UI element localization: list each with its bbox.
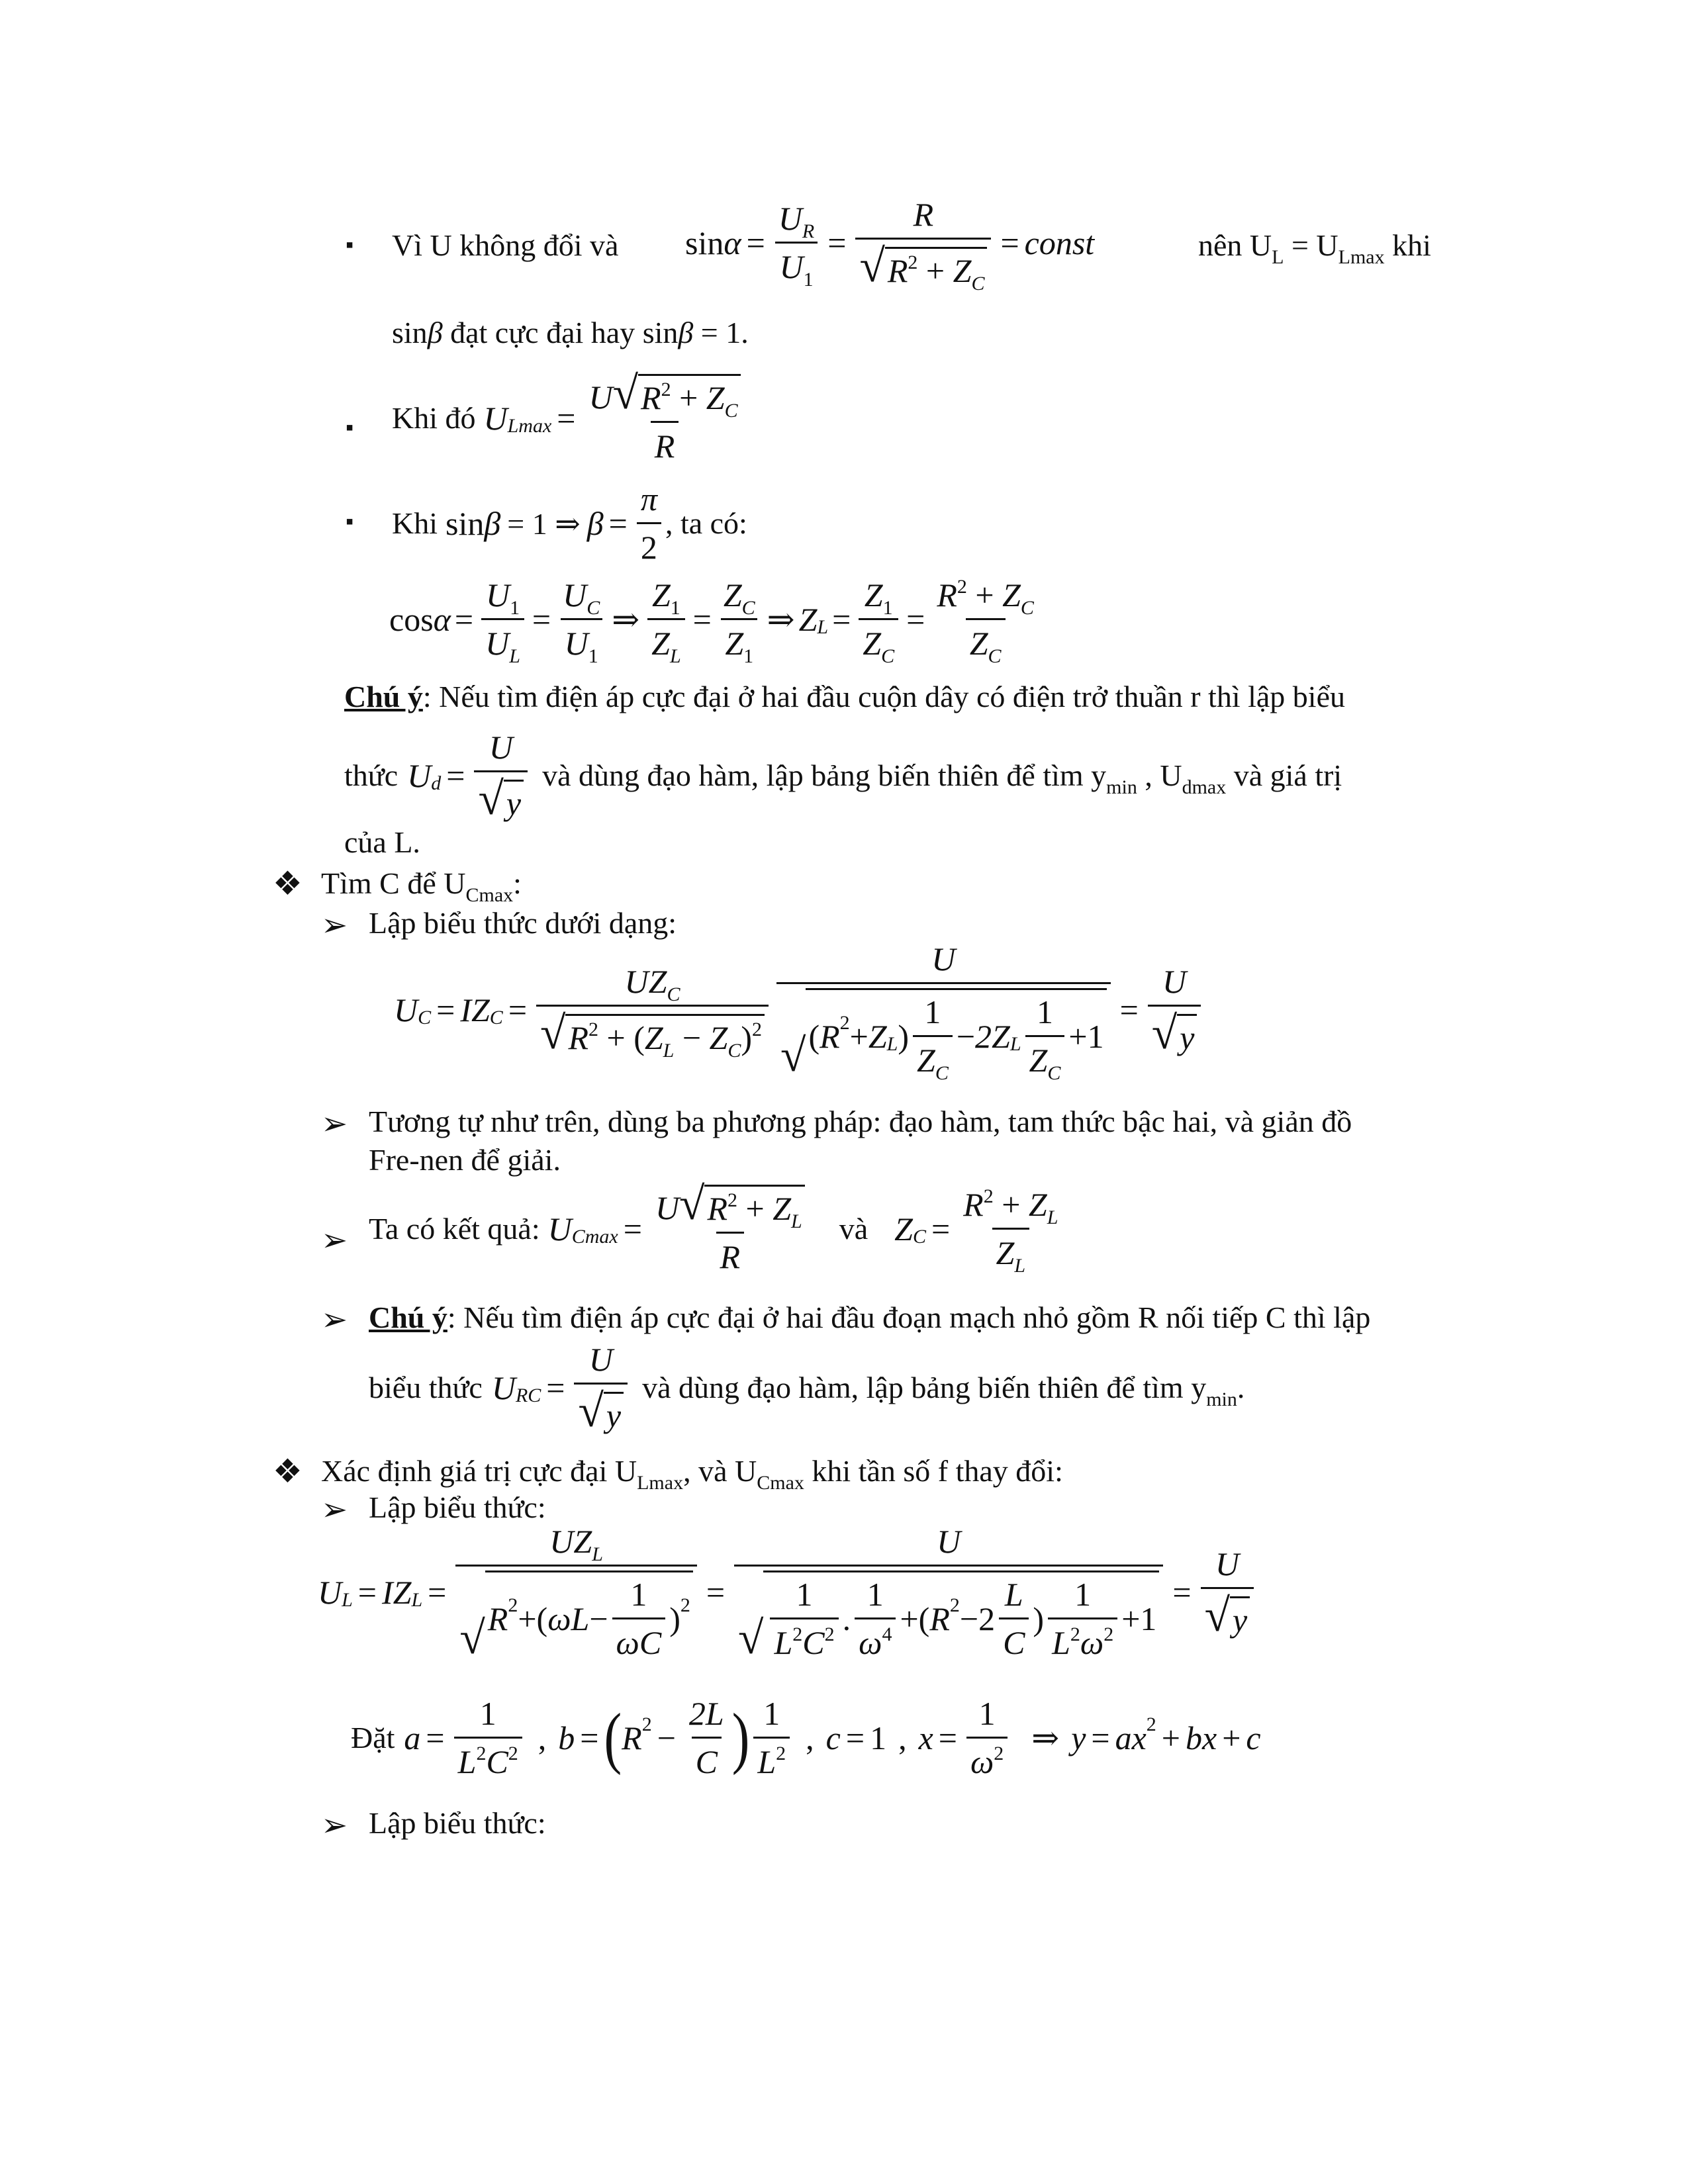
diamond-bullet-icon: ❖	[273, 865, 303, 902]
sub-1: 1	[803, 269, 814, 291]
u-letter: U	[778, 200, 802, 237]
r-letter: R	[913, 196, 934, 233]
equals: =	[746, 224, 765, 261]
r-letter: R	[887, 252, 908, 289]
const-label: const	[1024, 224, 1095, 261]
eq-uc: U C = IZ C = $UZ_C$ √ $R^2 + (Z_L - Z_C)^2$ U √ ( R 2 + Z L ) $\frac{1}{Z_C}$ − 2Z L $\frac{1}{Z_C}$ + 1 = U √ y	[394, 940, 1205, 1079]
arrow-bullet-icon: ➢	[321, 1107, 348, 1142]
eq-sin-beta-one: Khi sin β = 1 ⇒ β = $\frac{\pi}{2}$ , ta có:	[392, 480, 747, 566]
sub-lmax: Lmax	[507, 414, 552, 437]
arrow-bullet-icon: ➢	[321, 1492, 348, 1527]
eq-dat: Đặt a = $\frac{1}{L^2C^2}$ , b = ( R 2 − $\frac{2L}{C}$ ) $\frac{1}{L^2}$ , c = 1 , x = $\frac{1}{\omega^2}$ ⇒ y = a x 2 + b x + c	[351, 1695, 1261, 1780]
u-letter: U	[483, 399, 508, 437]
eq-ucmax: Ta có kết quả: U Cmax = U √ $R^2 + Z_L$ R và Z C = $\frac{R^2 + Z_L}{Z_L}$	[369, 1179, 1058, 1277]
khi-do-label: Khi đó	[392, 401, 476, 435]
eq-cos-alpha: cos α = $\frac{U_1}{U_L}$ = $\frac{U_C}{U_1}$ ⇒ $\frac{Z_1}{Z_L}$ = $\frac{Z_C}{Z_1}$ ⇒ Z L = $\frac{Z_1}{Z_C}$ = $\frac{R^2 + Z_C}{Z_C}$	[389, 576, 1034, 667]
chu-y-2-line: Chú ý: Nếu tìm điện áp cực đại ở hai đầu đoạn mạch nhỏ gồm R nối tiếp C thì lập	[369, 1300, 1371, 1334]
xac-dinh-heading: Xác định giá trị cực đại $U_{Lmax}$, và $U_{Cmax}$ khi tần số f thay đổi:	[321, 1454, 1063, 1494]
square-bullet-icon: ▪	[346, 233, 354, 257]
sub-r: R	[802, 220, 815, 242]
sub-c: C	[971, 273, 985, 295]
line-2: sinβ đạt cực đại hay sinβ = 1.	[392, 316, 749, 349]
square-bullet-icon: ▪	[346, 416, 354, 440]
line-1-text-a: Vì U không đổi và	[392, 228, 619, 262]
arrow-bullet-icon: ➢	[321, 1302, 348, 1338]
line-1-text-b: nên $U_L = U_{Lmax}$ khi	[1198, 228, 1431, 268]
diamond-bullet-icon: ❖	[273, 1453, 303, 1490]
eq-ul-omega: U L = IZ L = $UZ_L$ √ R 2 + ( ω L − $\frac{1}{\omega C}$ ) 2 = U √ $\frac{1}{L^2C^2}$ . $\frac{1}{\omega^4}$ + ( R 2 − 2 $\frac{L}{C}$ ) $\frac{1}{L^2\omega^2}$ + 1 = U √ y	[318, 1522, 1258, 1662]
z-letter: Z	[953, 252, 972, 289]
arrow-bullet-icon: ➢	[321, 1808, 348, 1843]
square-bullet-icon: ▪	[346, 510, 354, 534]
chu-y-1-formula: thức U d = U √ y và dùng đạo hàm, lập bảng biến thiên để tìm $y_{min}$ , $U_{dmax}$ và giá trị	[344, 729, 1342, 825]
frac-ulmax: U √ $R^2 + Z_C$ R	[585, 371, 744, 465]
eq-ulmax	[392, 368, 749, 465]
tim-c-heading: Tìm C để $U_{Cmax}$:	[321, 866, 522, 906]
equals: =	[827, 224, 847, 261]
chu-y-1-line: Chú ý: Nếu tìm điện áp cực đại ở hai đầu cuộn dây có điện trở thuần r thì lập biểu	[344, 680, 1346, 713]
frac-ur-u1	[774, 199, 818, 291]
tuong-tu-line-2: Fre-nen để giải.	[369, 1143, 561, 1177]
lap-bieu-thuc-1: Lập biểu thức:	[369, 1490, 546, 1524]
frac-r-sqrt	[855, 195, 991, 295]
lap-bieu-thuc-2: Lập biểu thức:	[369, 1806, 546, 1840]
eq-sin-alpha	[685, 195, 1095, 295]
sup-2: 2	[908, 251, 918, 273]
arrow-bullet-icon: ➢	[321, 1223, 348, 1258]
lap-bieu-thuc-duoi-dang: Lập biểu thức dưới dạng:	[369, 906, 677, 940]
equals: =	[557, 399, 576, 437]
tuong-tu-line-1: Tương tự như trên, dùng ba phương pháp: đạo hàm, tam thức bậc hai, và giản đồ	[369, 1105, 1352, 1138]
sin-label: sin	[685, 224, 724, 261]
u-letter: U	[779, 248, 804, 285]
equals: =	[1000, 224, 1019, 261]
arrow-bullet-icon: ➢	[321, 908, 348, 943]
chu-y-2-formula: biểu thức U RC = U √ y và dùng đạo hàm, lập bảng biến thiên để tìm $y_{min}$.	[369, 1341, 1245, 1437]
sqrt-symbol: √	[859, 241, 885, 292]
plus: +	[925, 252, 945, 289]
cua-l: của L.	[344, 825, 420, 859]
alpha-symbol: α	[724, 224, 741, 261]
